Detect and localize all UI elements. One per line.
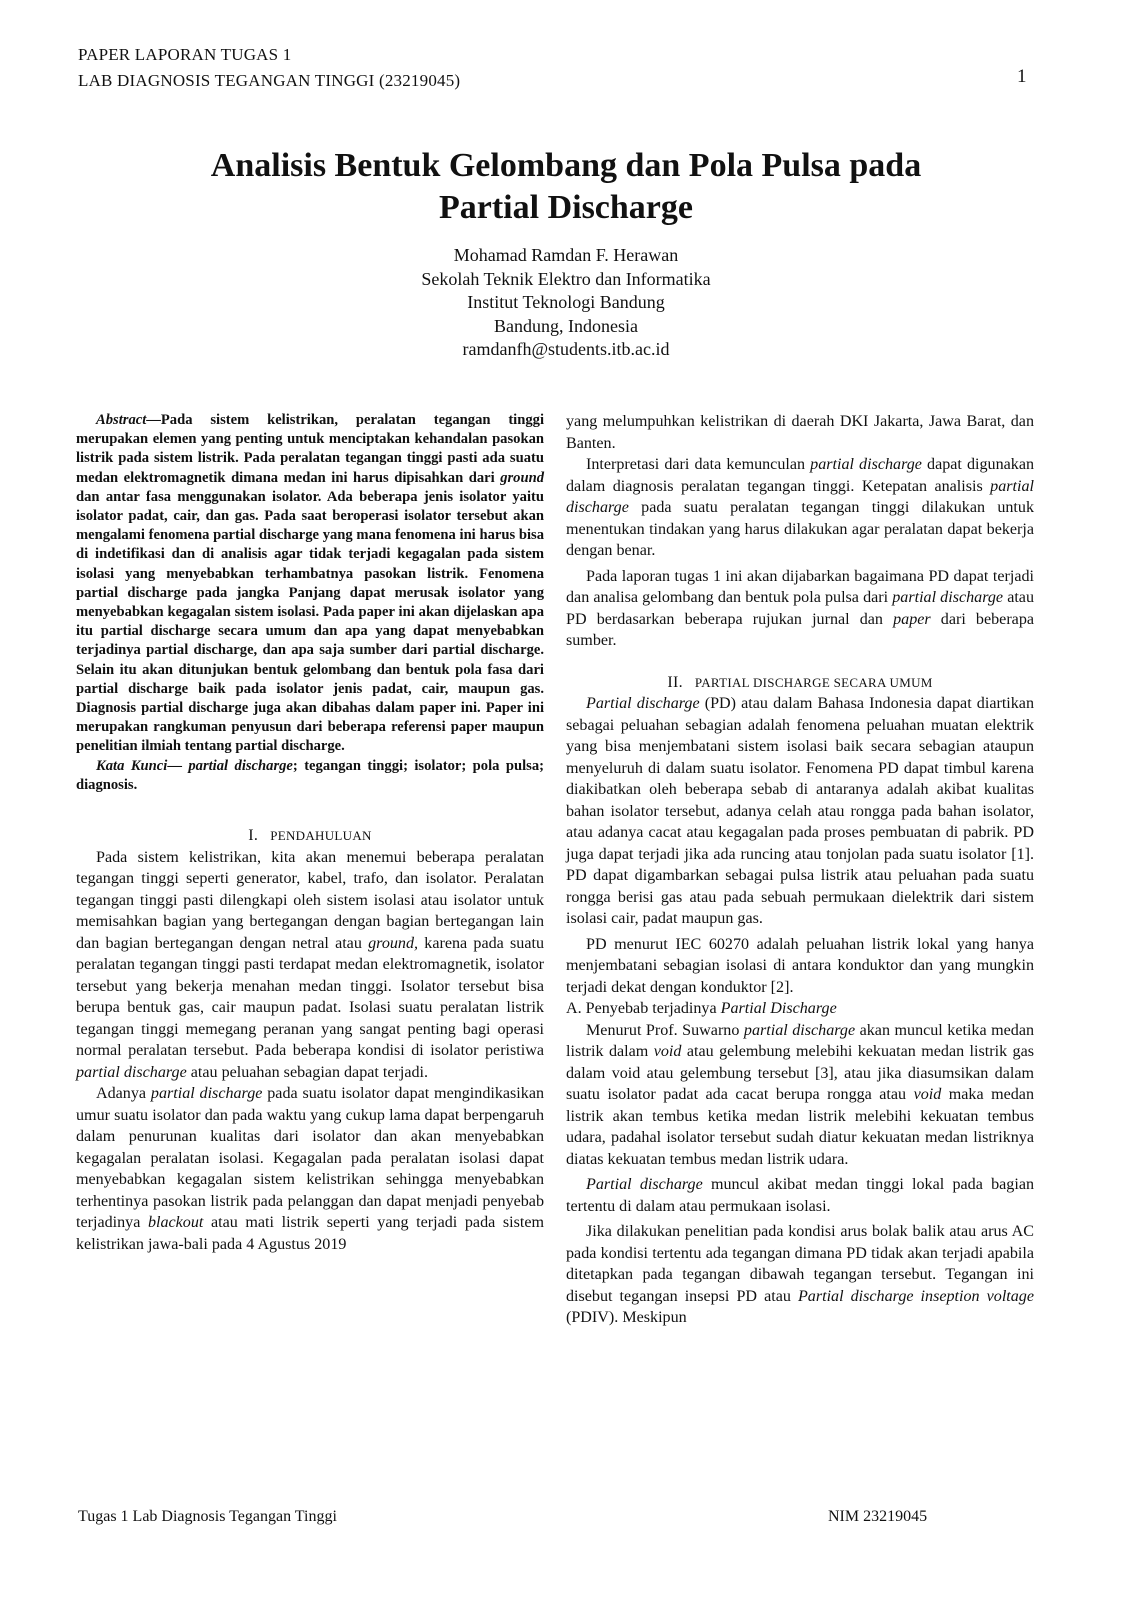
text-span: pada suatu isolator dapat mengindikasikan umur suatu isolator dan pada waktu yang cukup lama dapat berpengaruh dalam penurunan kualitas dari isolator dan akan menyebabkan kegagalan peralatan isolasi. Kegagalan pada peralatan isolasi dapat menyebabkan kegagalan sistem kelistrikan sehingga menyebabkan terhentinya pasokan listrik pada pelanggan dan dapat menjadi penyebab terjadinya [76,1085,545,1232]
keywords-label: Kata Kunci [96,757,168,774]
text-span: (PDIV). Meskipun [566,1309,687,1326]
subsection-a-label: A. Penyebab terjadinya [566,1000,721,1017]
em-span: ground, [368,934,419,952]
section-1-number: I. [248,827,259,845]
subsection-a-paragraph-3 [566,1221,1034,1329]
author-institute: Institut Teknologi Bandung [467,292,665,312]
author-block [60,244,1072,362]
em-span: paper [893,610,931,628]
text-span: PD menurut IEC 60270 adalah peluahan listrik lokal yang hanya menjembatani sebagian isolasi di antara konduktor dan yang mungkin terjadi dekat dengan konduktor [2]. [566,935,1034,996]
author-name: Mohamad Ramdan F. Herawan [453,245,679,265]
keywords [76,757,544,795]
text-span: dari beberapa sumber. [566,610,1035,649]
keywords-em: partial discharge [188,757,293,774]
author-school: Sekolah Teknik Elektro dan Informatika [421,268,711,289]
section-2-paragraph-2 [566,934,1034,999]
text-span: atau peluahan sebagian dapat terjadi. [186,1063,429,1081]
running-header-line2: LAB DIAGNOSIS TEGANGAN TINGGI (23219045) [78,71,461,90]
section-1-paragraph-2 [76,1083,544,1255]
right-column [566,411,1034,1329]
text-span: Pada laporan tugas 1 ini akan dijabarkan bagaimana PD dapat terjadi dan analisa gelombang dan bentuk pola pulsa dari [566,567,1034,606]
title-line1: Analisis Bentuk Gelombang dan Pola Pulsa pada [210,147,922,184]
section-2-paragraph-1 [566,693,1034,930]
em-span: partial discharge [76,1063,187,1081]
em-span: void [653,1043,682,1060]
section-1-heading [76,825,544,847]
keywords-dash: — [167,757,189,774]
text-span: pada suatu peralatan tegangan tinggi dilakukan untuk menentukan tindakan yang harus dilakukan agar peralatan dapat bekerja dengan benar. [566,499,1034,559]
section-1-title: PENDAHULUAN [270,828,372,844]
section-2-title: PARTIAL DISCHARGE SECARA UMUM [694,674,933,690]
author-city: Bandung, Indonesia [494,315,638,336]
text-span: akan muncul ketika medan listrik dalam [566,1021,1035,1060]
text-span: maka medan listrik akan tembus ketika medan listrik melebihi kekuatan tembus udara, padahal isolator tersebut sudah diatur kekuatan medan listriknya diatas kekuatan tembus medan listrik udara. [566,1086,1034,1168]
text-span: karena pada suatu peralatan tegangan tinggi pasti terdapat medan elektromagnetik, isolator tersebut yang bekerja menahan medan tinggi. Isolator tersebut bisa berupa bentuk gas, cair maupun padat. Isolasi suatu peralatan listrik tegangan tinggi memegang peranan yang sangat penting bagi operasi normal peralatan tersebut. Pada beberapa kondisi di isolator peristiwa [76,934,544,1060]
page-number: 1 [1017,66,1027,87]
section-1-paragraph-2-cont [566,411,1034,454]
em-span: void [913,1086,942,1103]
section-1-paragraph-3 [566,454,1034,562]
subsection-a-heading [566,998,1034,1020]
author-email: ramdanfh@students.itb.ac.id [462,339,670,359]
keywords-rest: ; tegangan tinggi; isolator; pola pulsa; diagnosis. [76,757,544,793]
section-1-paragraph-1 [76,847,544,1084]
em-span: partial discharge [566,477,1034,516]
footer-right: NIM 23219045 [828,1508,928,1525]
em-span: partial discharge [892,589,1004,606]
text-span: Interpretasi dari data kemunculan [586,456,811,473]
section-2-number: II. [667,673,683,691]
em-span: partial discharge [743,1021,856,1039]
paper-title [60,145,1072,229]
footer-left: Tugas 1 Lab Diagnosis Tegangan Tinggi [78,1508,337,1525]
running-header-line1: PAPER LAPORAN TUGAS 1 [78,45,292,64]
text-span: atau mati listrik seperti yang terjadi pada sistem kelistrikan jawa-bali pada 4 Agustus 2019 [76,1214,544,1253]
em-span: Partial discharge [586,1176,703,1193]
title-line2: Partial Discharge [439,189,693,226]
p2-continuation: yang melumpuhkan kelistrikan di daerah DKI Jakarta, Jawa Barat, dan Banten. [566,413,1034,452]
em-span: partial discharge [150,1085,263,1103]
abstract-em-ground: ground [500,469,544,486]
subsection-a-paragraph-2 [566,1174,1034,1217]
text-span: Menurut Prof. Suwarno [586,1021,744,1039]
text-span: Pada sistem kelistrikan, kita akan menemui beberapa peralatan tegangan tinggi seperti generator, kabel, trafo, dan isolator. Peralatan tegangan tinggi pasti dilengkapi oleh sistem isolasi atau isolator untuk memisahkan bagian yang bertegangan dengan bagian bertegangan lain dan bagian bertegangan dengan netral atau [76,848,544,952]
em-span: blackout [147,1214,204,1232]
text-span: (PD) atau dalam Bahasa Indonesia dapat diartikan sebagai peluahan sebagian adalah fenomena peluahan muatan elektrik yang bisa menjembatani sistem isolasi baik secara sebagian ataupun menyeluruh di dalam suatu isolator. Fenomena PD dapat timbul karena diakibatkan oleh beberapa sebab di antaranya adalah akibat kualitas bahan isolator tersebut, adanya celah atau rongga pada bahan isolator, atau adanya cacat atau kegagalan pada proses pembuatan di pabrik. PD juga dapat terjadi jika ada runcing atau tonjolan pada suatu isolator [1]. PD dapat digambarkan sebagai pulsa listrik atau peluahan pada suatu rongga berisi gas atau pada sebuah permukaan dielektrik dari sistem isolasi cair, padat maupun gas. [566,695,1034,927]
em-span: Partial discharge inseption voltage [797,1287,1034,1305]
text-span: muncul akibat medan tinggi lokal pada bagian tertentu di dalam atau permukaan isolasi. [566,1176,1035,1215]
em-span: Partial discharge [586,695,700,712]
section-2-heading [566,672,1034,694]
abstract [76,411,544,757]
abstract-dash: — [146,412,161,428]
subsection-a-paragraph-1 [566,1020,1034,1171]
text-span: Jika dilakukan penelitian pada kondisi arus bolak balik atau arus AC pada kondisi tertentu ada tegangan dimana PD tidak akan terjadi apabila ditetapkan pada tegangan dibawah tegangan tersebut. Tegangan ini disebut tegangan insepsi PD atau [566,1223,1034,1305]
abstract-text-1: Pada sistem kelistrikan, peralatan tegangan tinggi merupakan elemen yang penting untuk menciptakan kehandalan pasokan listrik pada sistem listrik. Pada peralatan tegangan tinggi pasti ada suatu medan elektromagnetik dimana medan ini harus dipisahkan dari [76,412,544,486]
em-span: partial discharge [810,456,922,473]
text-span: atau PD berdasarkan beberapa rujukan jurnal dan [566,589,1034,628]
left-column [76,411,544,1255]
text-span: Adanya [96,1085,151,1103]
abstract-label: Abstract [96,412,147,428]
text-span: atau gelembung melebihi kekuatan medan listrik gas dalam void atau gelembung tersebut [3], atau jika diasumsikan dalam suatu isolator padat ada cacat berupa rongga atau [566,1043,1034,1103]
abstract-text-2: dan antar fasa menggunakan isolator. Ada beberapa jenis isolator yaitu isolator padat, cair, dan gas. Pada saat beroperasi isolator tersebut akan mengalami fenomena partial discharge yang mana fenomena ini harus bisa di indetifikasi dan di analisis agar tidak terjadi kegagalan pada sistem isolasi yang menyebabkan terhambatnya pasokan listrik. Fenomena partial discharge pada jangka Panjang dapat merusak isolator yang menyebabkan kegagalan sistem isolasi. Pada paper ini akan dijelaskan apa itu partial discharge secara umum dan apa yang dapat menyebabkan terjadinya partial discharge, dan apa saja sumber dari partial discharge. Selain itu akan ditunjukan bentuk gelombang dan bentuk pola fasa dari partial discharge baik pada isolator jenis padat, cair, maupun gas. Diagnosis partial discharge juga akan dibahas dalam paper ini. Paper ini merupakan rangkuman penyusun dari beberapa referensi paper maupun penelitian ilmiah tentang partial discharge. [76,488,544,755]
subsection-a-em: Partial Discharge [720,1000,837,1017]
section-1-paragraph-4 [566,566,1034,652]
text-span: dapat digunakan dalam diagnosis peralatan tegangan tinggi. Ketepatan analisis [566,456,1035,495]
